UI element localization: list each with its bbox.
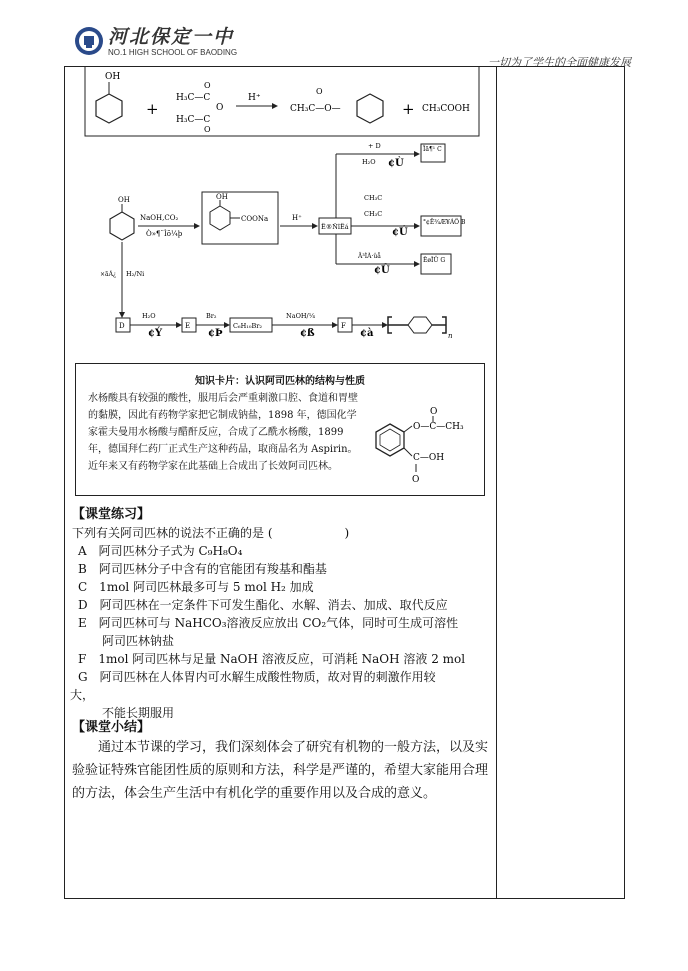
school-motto: 一切为了学生的全面健康发展	[488, 56, 631, 69]
synthesis-scheme	[96, 140, 466, 340]
option-a: A 阿司匹林分子式为 C₉H₈O₄	[78, 544, 243, 558]
knowledge-card	[75, 363, 485, 496]
svg-text:O: O	[412, 475, 420, 485]
svg-text:O: O	[316, 87, 323, 96]
page-header	[0, 0, 688, 69]
svg-text:NaOH/¼: NaOH/¼	[286, 312, 316, 320]
svg-text:Ò»¶¨Ìõ¼þ: Ò»¶¨Ìõ¼þ	[146, 230, 183, 238]
svg-text:Br₂: Br₂	[206, 312, 217, 320]
option-g: G 阿司匹林在人体胃内可水解生成酸性物质，故对胃的刺激作用较	[78, 670, 436, 684]
knowledge-card-text: 水杨酸具有较强的酸性，服用后会严重刺激口腔、食道和胃壁的黏膜，因此有药物学家把它制成钠盐，1898 年，德国化学家霍夫曼用水杨酸与醋酐反应，合成了乙酰水杨酸，1899 年，德国拜仁药厂正式生产这种药品，取商品名为 Aspirin。近年来又有药物学家在此基础上合成出了长效阿司匹林。	[88, 393, 358, 472]
svg-text:H₂O: H₂O	[142, 312, 156, 320]
anhydride-bottom: H₃C—C	[176, 115, 211, 125]
phenol-oh-label: OH	[105, 72, 121, 82]
svg-text:D: D	[119, 322, 125, 330]
svg-text:C—OH: C—OH	[413, 453, 445, 463]
column-divider	[496, 66, 497, 899]
option-b: B 阿司匹林分子中含有的官能团有羧基和酯基	[78, 562, 327, 576]
svg-text:O—C—CH₃: O—C—CH₃	[413, 422, 464, 432]
svg-text:¢Þ: ¢Þ	[208, 328, 223, 339]
summary-heading: 【课堂小结】	[72, 720, 151, 735]
option-c: C 1mol 阿司匹林最多可与 5 mol H₂ 加成	[78, 580, 314, 594]
plus-sign: +	[146, 100, 159, 118]
svg-text:+: +	[402, 100, 415, 118]
practice-question: 下列有关阿司匹林的说法不正确的是 ( )	[72, 526, 350, 540]
school-logo-icon	[74, 26, 104, 56]
svg-text:COONa: COONa	[241, 215, 269, 223]
svg-text:Ë®ÑîËá: Ë®ÑîËá	[321, 223, 349, 231]
option-g-cont: 大，	[70, 688, 95, 702]
aspirin-structure	[366, 394, 478, 490]
anhydride-o: O	[216, 103, 224, 113]
knowledge-card-title: 知识卡片：认识阿司匹林的结构与性质	[195, 376, 365, 387]
option-f: F 1mol 阿司匹林与足量 NaOH 溶液反应，可消耗 NaOH 溶液 2 mol	[78, 652, 466, 666]
svg-text:¢ß: ¢ß	[300, 328, 315, 339]
svg-text:¢Ù: ¢Ù	[388, 158, 404, 169]
acetic-acid-product: CH₃COOH	[422, 104, 470, 114]
option-d: D 阿司匹林在一定条件下可发生酯化、水解、消去、加成、取代反应	[78, 598, 448, 612]
svg-text:O: O	[204, 125, 211, 134]
svg-text:×ãÁ¿: ×ãÁ¿	[100, 271, 117, 278]
school-name-en: NO.1 HIGH SCHOOL OF BAODING	[108, 48, 238, 57]
svg-text:Ä³ÌÀ·ûå: Ä³ÌÀ·ûå	[358, 253, 381, 260]
svg-text:+ D: + D	[368, 142, 381, 150]
svg-text:E: E	[185, 322, 191, 330]
svg-text:OH: OH	[118, 196, 130, 204]
svg-text:¢Û: ¢Û	[374, 265, 390, 276]
ester-product: CH₃C—O—	[290, 104, 341, 114]
svg-text:O: O	[204, 81, 211, 90]
svg-text:¢Ú: ¢Ú	[392, 227, 408, 238]
svg-text:CH₃C: CH₃C	[364, 210, 383, 218]
option-e-cont: 阿司匹林钠盐	[78, 634, 175, 648]
svg-text:OH: OH	[216, 193, 228, 201]
svg-text:C₆H₁₀Br₂: C₆H₁₀Br₂	[233, 322, 262, 330]
practice-heading: 【课堂练习】	[72, 507, 151, 522]
acetylation-reaction	[84, 66, 480, 138]
summary-text: 通过本节课的学习，我们深刻体会了研究有机物的一般方法，以及实验验证特殊官能团性质的原则和方法，科学是严谨的，希望大家能用合理的方法，体会生产生活中有机化学的重要作用以及合成的意义。	[72, 740, 489, 801]
svg-text:¢à: ¢à	[360, 328, 374, 339]
svg-text:H₂/Ni: H₂/Ni	[126, 270, 145, 278]
anhydride-top: H₃C—C	[176, 93, 211, 103]
svg-text:H⁺: H⁺	[292, 214, 302, 222]
option-e: E 阿司匹林可与 NaHCO₃溶液反应放出 CO₂气体，同时可生成可溶性	[78, 616, 459, 630]
svg-text:°¢Ë¾Æ¥ÁÖ B: °¢Ë¾Æ¥ÁÖ B	[423, 219, 466, 226]
option-g-cont2: 不能长期服用	[78, 706, 175, 720]
svg-text:H₂O: H₂O	[362, 158, 376, 166]
svg-text:ÊøÎÛ G: ÊøÎÛ G	[423, 257, 446, 264]
svg-text:O: O	[430, 407, 438, 417]
svg-text:CH₃C: CH₃C	[364, 194, 383, 202]
svg-text:F: F	[341, 322, 346, 330]
catalyst-label: H⁺	[248, 93, 261, 103]
svg-text:Ïã¶¹ C: Ïã¶¹ C	[423, 146, 442, 153]
school-name-cn: 河北保定一中	[108, 26, 235, 48]
svg-text:NaOH,CO₂: NaOH,CO₂	[140, 214, 179, 222]
svg-text:¢Ý: ¢Ý	[148, 328, 163, 339]
svg-text:n: n	[448, 332, 453, 340]
